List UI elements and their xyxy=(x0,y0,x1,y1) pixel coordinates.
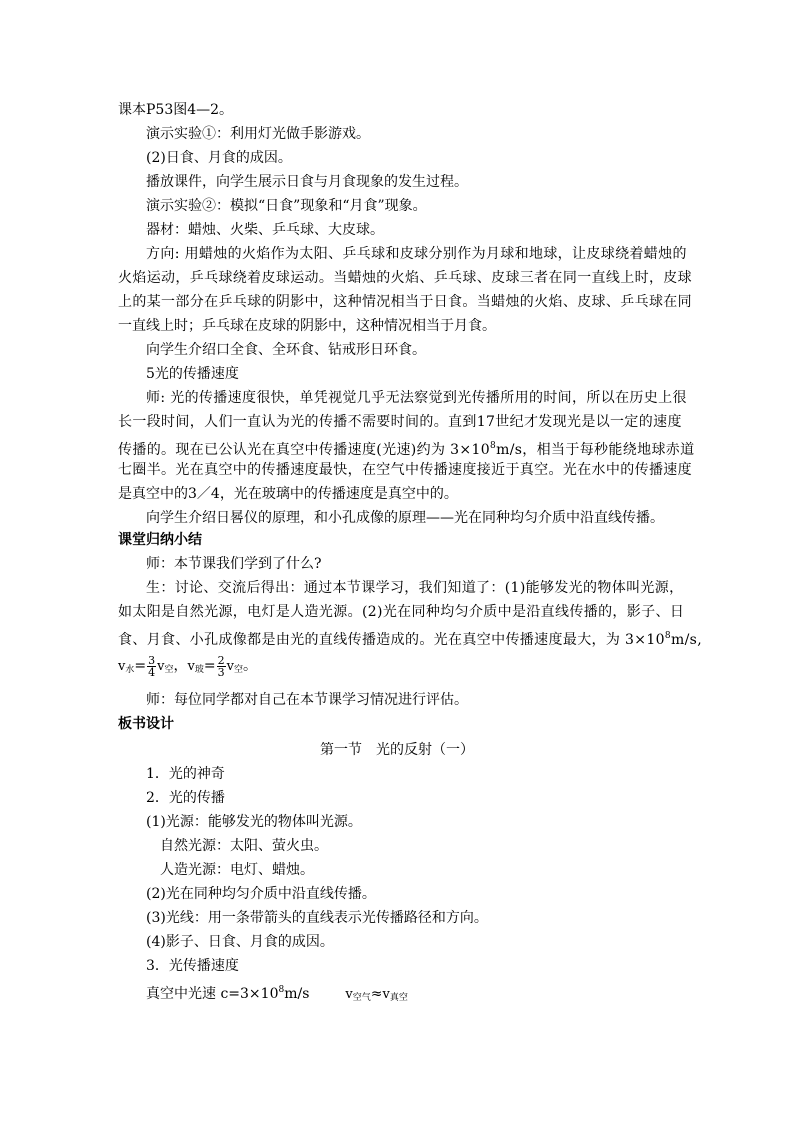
text-line: 演示实验②：模拟“日食”现象和“月食”现象。 xyxy=(146,198,427,214)
speed-formula: $v_水=$ $\frac{3}{4}$ $v_空$，$v_玻=$ $\frac{2}{3}$ $v_空$。 xyxy=(118,653,257,679)
section-heading-board: 板书设计 xyxy=(118,716,174,732)
text-line: 向学生介绍日晷仪的原理，和小孔成像的原理——光在同种均匀介质中沿直线传播。 xyxy=(146,510,664,526)
text-line: 七圈半。光在真空中的传播速度最快，在空气中传播速度接近于真空。光在水中的传播速度 xyxy=(118,462,692,478)
board-title: 第一节 光的反射（一） xyxy=(320,742,474,758)
text-line-speed: 传播的。现在已公认光在真空中传播速度(光速)约为 $3\times 10^8m/s$，相当于每秒能绕地球赤道 xyxy=(118,441,695,458)
text-line: 如太阳是自然光源，电灯是人造光源。(2)光在同种均匀介质中是沿直线传播的，影子、日 xyxy=(118,604,685,620)
text-line: 一直线上时；乒乓球在皮球的阴影中，这种情况相当于月食。 xyxy=(118,318,496,334)
text-line-max-speed: 食、月食、小孔成像都是由光的直线传播造成的。光在真空中传播速度最大，为 $3\times 10^8m/s$, xyxy=(118,631,703,648)
text-line: 方向: 用蜡烛的火焰作为太阳、乒乓球和皮球分别作为月球和地球，让皮球绕着蜡烛的 xyxy=(146,246,687,262)
board-item: 自然光源：太阳、萤火虫。 xyxy=(160,838,328,854)
text-line: 是真空中的3／4，光在玻璃中的传播速度是真空中的。 xyxy=(118,486,458,502)
board-item: 2．光的传播 xyxy=(146,790,225,806)
board-item: 1．光的神奇 xyxy=(146,766,225,782)
text-line: 播放课件，向学生展示日食与月食现象的发生过程。 xyxy=(146,174,468,190)
board-item: (2)光在同种均匀介质中沿直线传播。 xyxy=(146,886,376,902)
fraction-two-thirds: $\frac{2}{3}$ xyxy=(217,653,225,679)
text-line: 课本P53图4—2。 xyxy=(118,102,234,118)
board-item: 3．光传播速度 xyxy=(146,958,239,974)
text-line: 师: 光的传播速度很快，单凭视觉几乎无法察觉到光传播所用的时间，所以在历史上很 xyxy=(146,390,687,406)
board-item: (4)影子、日食、月食的成因。 xyxy=(146,934,334,950)
text-line: 长一段时间，人们一直认为光的传播不需要时间的。直到17世纪才发现光是以一定的速度 xyxy=(118,414,682,430)
text-line: 火焰运动，乒乓球绕着皮球运动。当蜡烛的火焰、乒乓球、皮球三者在同一直线上时，皮球 xyxy=(118,270,692,286)
text-line: 演示实验①：利用灯光做手影游戏。 xyxy=(146,126,370,142)
text-line: 向学生介绍口全食、全环食、钻戒形日环食。 xyxy=(146,342,426,358)
text-line: (2)日食、月食的成因。 xyxy=(146,150,292,166)
board-item: (3)光线：用一条带箭头的直线表示光传播路径和方向。 xyxy=(146,910,488,926)
board-item: 人造光源：电灯、蜡烛。 xyxy=(160,862,314,878)
board-item: (1)光源：能够发光的物体叫光源。 xyxy=(146,814,362,830)
text-line: 师：本节课我们学到了什么? xyxy=(146,556,322,572)
section-heading: 5光的传播速度 xyxy=(146,366,239,382)
text-line: 上的某一部分在乒乓球的阴影中，这种情况相当于日食。当蜡烛的火焰、皮球、乒乓球在同 xyxy=(118,294,692,310)
text-line: 器材：蜡烛、火柴、乒乓球、大皮球。 xyxy=(146,222,384,238)
fraction-three-quarters: $\frac{3}{4}$ xyxy=(148,653,156,679)
text-line: 生：讨论、交流后得出：通过本节课学习，我们知道了：(1)能够发光的物体叫光源， xyxy=(146,580,684,596)
text-line: 师：每位同学都对自己在本节课学习情况进行评估。 xyxy=(146,692,468,708)
section-heading-summary: 课堂归纳小结 xyxy=(118,532,202,548)
board-item-light-speed: 真空中光速 $c=3\times 10^8m/s$ $v_{空气}\approx v_{真空}$ xyxy=(146,985,408,1003)
